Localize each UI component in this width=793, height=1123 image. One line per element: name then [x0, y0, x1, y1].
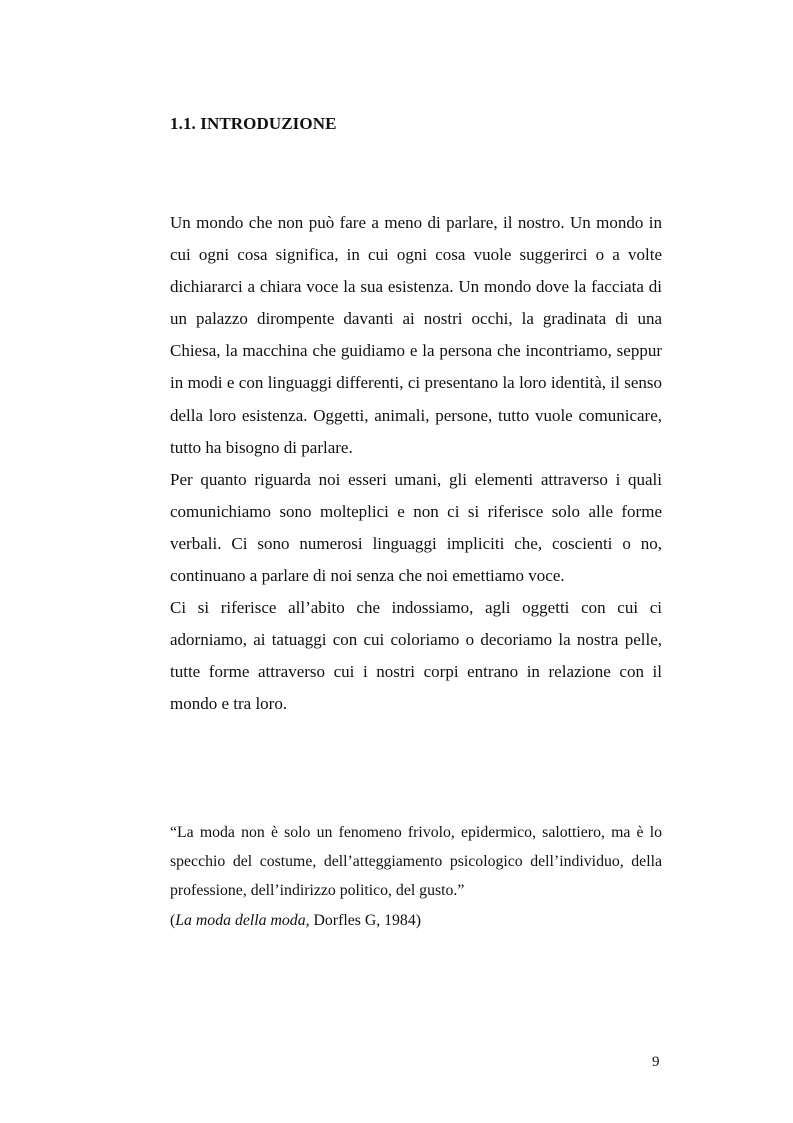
quote-text: “La moda non è solo un fenomeno frivolo, epidermico, salottiero, ma è lo specchio del costume, dell’atteggiamento psicologico dell’individuo, della professione, dell’indirizzo politico, del gusto.”	[170, 824, 662, 900]
page-number: 9	[652, 1054, 660, 1070]
citation-work-title: La moda della moda,	[175, 911, 310, 929]
quote-citation	[170, 906, 662, 935]
paragraph-2: Per quanto riguarda noi esseri umani, gli elementi attraverso i quali comunichiamo sono molteplici e non ci si riferisce solo alle forme verbali. Ci sono numerosi linguaggi impliciti che, coscienti o no, continuano a parlare di noi senza che noi emettiamo voce.	[170, 469, 662, 586]
citation-open-paren: (	[170, 911, 176, 929]
paragraph-1: Un mondo che non può fare a meno di parlare, il nostro. Un mondo in cui ogni cosa significa, in cui ogni cosa vuole suggerirci o a volte dichiararci a chiara voce la sua esistenza. Un mondo dove la facciata di un palazzo dirompente davanti ai nostri occhi, la gradinata di una Chiesa, la macchina che guidiamo e la persona che incontriamo, seppur in modi e con linguaggi differenti, ci presentano la loro identità, il senso della loro esistenza. Oggetti, animali, persone, tutto vuole comunicare, tutto ha bisogno di parlare.	[170, 213, 662, 457]
section-heading: 1.1. INTRODUZIONE	[170, 114, 337, 133]
paragraph-3: Ci si riferisce all’abito che indossiamo, agli oggetti con cui ci adorniamo, ai tatuaggi con cui coloriamo o decoriamo la nostra pelle, tutte forme attraverso cui i nostri corpi entrano in relazione con il mondo e tra loro.	[170, 598, 662, 714]
citation-author-year: Dorfles G, 1984)	[309, 911, 421, 929]
body-text	[170, 207, 662, 721]
block-quote	[170, 818, 662, 935]
